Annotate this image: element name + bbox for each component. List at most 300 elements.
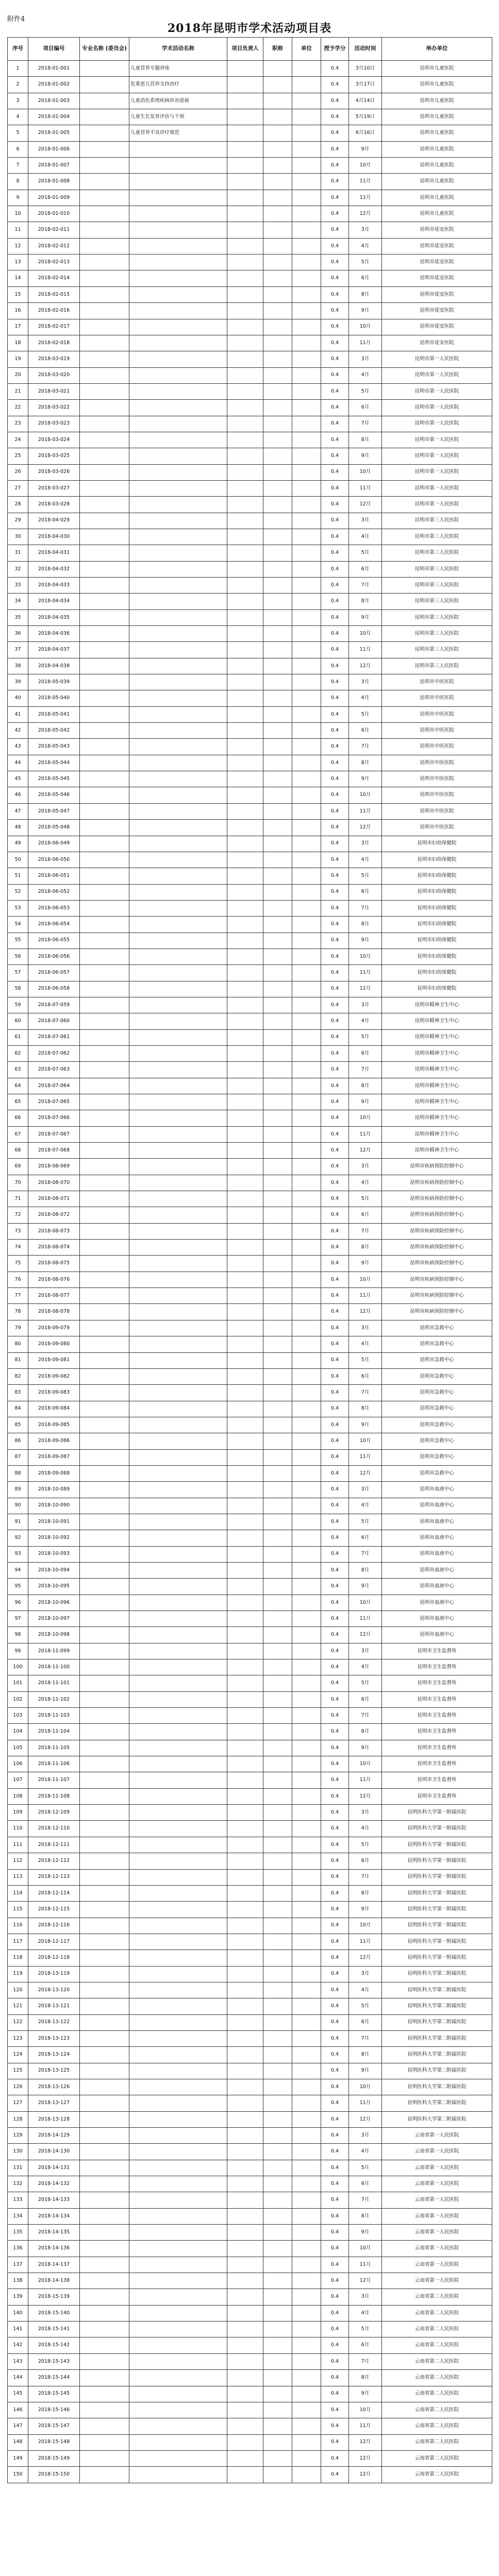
cell-title [263, 141, 292, 157]
cell-host: 云南省第一人民医院 [382, 2176, 492, 2192]
cell-code: 2018-03-022 [28, 400, 80, 416]
cell-credit: 0.4 [321, 1240, 349, 1256]
cell-title [263, 1094, 292, 1110]
cell-credit: 0.4 [321, 803, 349, 819]
cell-unit [292, 1256, 321, 1272]
cell-activity [129, 2402, 227, 2418]
cell-title [263, 1643, 292, 1659]
cell-activity [129, 1417, 227, 1433]
cell-activity [129, 497, 227, 513]
cell-credit: 0.4 [321, 2014, 349, 2030]
cell-code: 2018-10-093 [28, 1546, 80, 1562]
cell-host: 云南省第一人民医院 [382, 2225, 492, 2241]
cell-credit: 0.4 [321, 626, 349, 642]
cell-seq: 134 [8, 2208, 28, 2224]
cell-seq: 98 [8, 1627, 28, 1643]
cell-title [263, 367, 292, 383]
cell-specialty [80, 1191, 129, 1207]
cell-unit [292, 480, 321, 496]
table-row [8, 2079, 492, 2095]
cell-specialty [80, 2434, 129, 2450]
cell-title [263, 1627, 292, 1643]
cell-host: 昆明市精神卫生中心 [382, 1045, 492, 1061]
cell-credit: 0.4 [321, 1304, 349, 1320]
cell-seq: 122 [8, 2014, 28, 2030]
cell-specialty [80, 1708, 129, 1724]
table-row [8, 222, 492, 238]
cell-host: 昆明医科大学第一附属医院 [382, 1805, 492, 1821]
cell-unit [292, 561, 321, 577]
cell-credit: 0.4 [321, 2305, 349, 2321]
cell-leader [227, 1465, 263, 1481]
cell-date: 7月 [349, 578, 382, 594]
cell-code: 2018-04-031 [28, 545, 80, 561]
cell-leader [227, 2063, 263, 2079]
cell-activity [129, 1966, 227, 1982]
cell-activity: 危重患儿营养支持治疗 [129, 77, 227, 93]
page-title: 2018年昆明市学术活动项目表 [167, 22, 332, 35]
cell-title [263, 400, 292, 416]
cell-code: 2018-11-105 [28, 1740, 80, 1756]
table-row [8, 1756, 492, 1772]
cell-title [263, 1498, 292, 1514]
cell-activity [129, 2321, 227, 2337]
cell-leader [227, 1207, 263, 1223]
cell-code: 2018-10-091 [28, 1514, 80, 1530]
cell-unit [292, 642, 321, 658]
cell-unit [292, 303, 321, 319]
cell-leader [227, 1352, 263, 1368]
cell-code: 2018-07-065 [28, 1094, 80, 1110]
cell-date: 4月 [349, 1659, 382, 1675]
cell-title [263, 158, 292, 174]
table-row [8, 852, 492, 868]
cell-code: 2018-11-102 [28, 1691, 80, 1707]
cell-credit: 0.4 [321, 1272, 349, 1287]
cell-code: 2018-02-016 [28, 303, 80, 319]
cell-date: 12月 [349, 497, 382, 513]
cell-seq: 7 [8, 158, 28, 174]
cell-activity: 儿童营养专题讲座 [129, 61, 227, 77]
cell-credit: 0.4 [321, 1675, 349, 1691]
cell-code: 2018-07-068 [28, 1143, 80, 1159]
cell-specialty [80, 690, 129, 706]
cell-activity [129, 820, 227, 836]
cell-seq: 83 [8, 1385, 28, 1401]
cell-credit: 0.4 [321, 2434, 349, 2450]
cell-date: 10月 [349, 2079, 382, 2095]
cell-leader [227, 1934, 263, 1950]
cell-title [263, 2418, 292, 2434]
table-row [8, 1256, 492, 1272]
cell-activity [129, 2370, 227, 2386]
cell-date: 11月 [349, 174, 382, 190]
cell-host: 云南省第一人民医院 [382, 2273, 492, 2289]
table-row [8, 1708, 492, 1724]
cell-code: 2018-14-129 [28, 2128, 80, 2144]
cell-date: 8月 [349, 1078, 382, 1094]
cell-code: 2018-13-120 [28, 1982, 80, 1998]
cell-specialty [80, 1821, 129, 1837]
cell-host: 昆明市精神卫生中心 [382, 1143, 492, 1159]
cell-leader [227, 2337, 263, 2353]
cell-seq: 42 [8, 723, 28, 739]
cell-code: 2018-07-060 [28, 1013, 80, 1029]
cell-host: 昆明市急救中心 [382, 1417, 492, 1433]
cell-credit: 0.4 [321, 270, 349, 286]
table-row [8, 2434, 492, 2450]
cell-unit [292, 1659, 321, 1675]
table-row [8, 351, 492, 367]
table-row [8, 1045, 492, 1061]
cell-title [263, 448, 292, 464]
cell-seq: 105 [8, 1740, 28, 1756]
cell-unit [292, 1191, 321, 1207]
cell-seq: 81 [8, 1352, 28, 1368]
cell-code: 2018-07-066 [28, 1110, 80, 1126]
cell-activity [129, 1627, 227, 1643]
cell-code: 2018-09-082 [28, 1368, 80, 1384]
header-seq: 序号 [8, 38, 28, 61]
cell-host: 昆明市卫生监督所 [382, 1675, 492, 1691]
table-row [8, 2386, 492, 2402]
cell-code: 2018-01-008 [28, 174, 80, 190]
cell-credit: 0.4 [321, 1724, 349, 1740]
cell-leader [227, 965, 263, 981]
cell-code: 2018-11-108 [28, 1788, 80, 1804]
cell-specialty [80, 1627, 129, 1643]
cell-unit [292, 2030, 321, 2046]
cell-specialty [80, 480, 129, 496]
cell-seq: 3 [8, 93, 28, 109]
cell-host: 昆明医科大学第二附属医院 [382, 2111, 492, 2127]
cell-seq: 89 [8, 1482, 28, 1498]
cell-activity [129, 270, 227, 286]
cell-leader [227, 2095, 263, 2111]
cell-leader [227, 594, 263, 609]
cell-credit: 0.4 [321, 1029, 349, 1045]
cell-credit: 0.4 [321, 1966, 349, 1982]
header-host: 举办单位 [382, 38, 492, 61]
cell-leader [227, 2192, 263, 2208]
cell-credit: 0.4 [321, 1821, 349, 1837]
table-row [8, 1530, 492, 1546]
cell-specialty [80, 1998, 129, 2014]
cell-host: 昆明医科大学第二附属医院 [382, 2079, 492, 2095]
cell-date: 12月 [349, 658, 382, 674]
cell-unit [292, 513, 321, 529]
cell-activity [129, 1643, 227, 1659]
cell-title [263, 933, 292, 948]
header-specialty: 专业名称 (委员会) [80, 38, 129, 61]
cell-unit [292, 351, 321, 367]
cell-credit: 0.4 [321, 1740, 349, 1756]
table-row [8, 1853, 492, 1869]
cell-code: 2018-09-081 [28, 1352, 80, 1368]
cell-credit: 0.4 [321, 2128, 349, 2144]
cell-title [263, 1320, 292, 1336]
cell-specialty [80, 1143, 129, 1159]
cell-specialty [80, 303, 129, 319]
cell-date: 8月 [349, 1562, 382, 1578]
cell-activity [129, 626, 227, 642]
cell-title [263, 1433, 292, 1449]
cell-activity [129, 706, 227, 722]
cell-seq: 5 [8, 125, 28, 141]
cell-credit: 0.4 [321, 1918, 349, 1934]
cell-title [263, 2353, 292, 2369]
cell-host: 昆明医科大学第一附属医院 [382, 1950, 492, 1966]
cell-credit: 0.4 [321, 1449, 349, 1465]
cell-code: 2018-15-142 [28, 2337, 80, 2353]
cell-title [263, 1772, 292, 1788]
table-row [8, 755, 492, 771]
table-row [8, 2128, 492, 2144]
table-row [8, 1562, 492, 1578]
cell-code: 2018-11-099 [28, 1643, 80, 1659]
cell-title [263, 1918, 292, 1934]
cell-activity [129, 2176, 227, 2192]
cell-activity [129, 1320, 227, 1336]
cell-title [263, 820, 292, 836]
cell-date: 5月 [349, 383, 382, 399]
cell-code: 2018-03-028 [28, 497, 80, 513]
cell-unit [292, 141, 321, 157]
cell-code: 2018-05-046 [28, 787, 80, 803]
table-row [8, 2241, 492, 2257]
cell-code: 2018-11-107 [28, 1772, 80, 1788]
cell-title [263, 238, 292, 254]
cell-credit: 0.4 [321, 578, 349, 594]
cell-title [263, 480, 292, 496]
cell-title [263, 965, 292, 981]
cell-host: 昆明市血液中心 [382, 1514, 492, 1530]
cell-leader [227, 464, 263, 480]
cell-host: 云南省第一人民医院 [382, 2208, 492, 2224]
cell-leader [227, 1498, 263, 1514]
cell-leader [227, 2047, 263, 2063]
table-row [8, 270, 492, 286]
cell-seq: 137 [8, 2257, 28, 2273]
cell-credit: 0.4 [321, 2418, 349, 2434]
cell-code: 2018-01-007 [28, 158, 80, 174]
cell-host: 昆明市妇幼保健院 [382, 868, 492, 884]
cell-specialty [80, 1772, 129, 1788]
cell-specialty [80, 868, 129, 884]
table-row [8, 2402, 492, 2418]
cell-date: 6月 [349, 1368, 382, 1384]
cell-host: 云南省第二人民医院 [382, 2434, 492, 2450]
table-row [8, 1772, 492, 1788]
cell-seq: 117 [8, 1934, 28, 1950]
cell-credit: 0.4 [321, 1320, 349, 1336]
cell-unit [292, 1724, 321, 1740]
cell-leader [227, 158, 263, 174]
cell-credit: 0.4 [321, 2030, 349, 2046]
cell-unit [292, 1821, 321, 1837]
cell-specialty [80, 2450, 129, 2466]
cell-activity [129, 771, 227, 787]
cell-leader [227, 1175, 263, 1191]
cell-unit [292, 1950, 321, 1966]
cell-host: 昆明市中医医院 [382, 787, 492, 803]
cell-host: 昆明市第三人民医院 [382, 513, 492, 529]
cell-leader [227, 836, 263, 852]
cell-activity [129, 739, 227, 755]
cell-host: 昆明市儿童医院 [382, 93, 492, 109]
cell-unit [292, 755, 321, 771]
cell-host: 昆明市第三人民医院 [382, 561, 492, 577]
cell-activity [129, 933, 227, 948]
cell-seq: 30 [8, 529, 28, 545]
cell-code: 2018-09-079 [28, 1320, 80, 1336]
cell-seq: 55 [8, 933, 28, 948]
cell-credit: 0.4 [321, 335, 349, 351]
cell-specialty [80, 448, 129, 464]
cell-specialty [80, 367, 129, 383]
cell-activity [129, 1159, 227, 1175]
cell-title [263, 1352, 292, 1368]
cell-seq: 125 [8, 2063, 28, 2079]
cell-title [263, 1029, 292, 1045]
cell-title [263, 1562, 292, 1578]
table-row [8, 2450, 492, 2466]
cell-activity [129, 1336, 227, 1352]
cell-activity [129, 965, 227, 981]
cell-leader [227, 1821, 263, 1837]
cell-leader [227, 1045, 263, 1061]
cell-title [263, 1902, 292, 1918]
cell-seq: 10 [8, 206, 28, 222]
cell-leader [227, 1643, 263, 1659]
cell-seq: 57 [8, 965, 28, 981]
cell-activity [129, 1401, 227, 1417]
cell-activity [129, 1708, 227, 1724]
cell-leader [227, 755, 263, 771]
cell-host: 昆明市妇幼保健院 [382, 948, 492, 964]
cell-unit [292, 1385, 321, 1401]
cell-specialty [80, 803, 129, 819]
cell-date: 7月 [349, 416, 382, 432]
cell-code: 2018-14-136 [28, 2241, 80, 2257]
cell-leader [227, 981, 263, 997]
cell-seq: 16 [8, 303, 28, 319]
cell-code: 2018-06-049 [28, 836, 80, 852]
table-row [8, 1579, 492, 1595]
cell-unit [292, 1045, 321, 1061]
cell-leader [227, 351, 263, 367]
header-code: 项目编号 [28, 38, 80, 61]
table-row [8, 1950, 492, 1966]
cell-host: 昆明市延安医院 [382, 270, 492, 286]
cell-unit [292, 626, 321, 642]
cell-credit: 0.4 [321, 787, 349, 803]
cell-date: 6月 [349, 1853, 382, 1869]
cell-credit: 0.4 [321, 2273, 349, 2289]
cell-leader [227, 1272, 263, 1287]
cell-credit: 0.4 [321, 1256, 349, 1272]
cell-leader [227, 1013, 263, 1029]
cell-code: 2018-12-115 [28, 1902, 80, 1918]
cell-title [263, 1223, 292, 1239]
cell-credit: 0.4 [321, 125, 349, 141]
cell-code: 2018-05-042 [28, 723, 80, 739]
cell-title [263, 206, 292, 222]
cell-host: 昆明医科大学第一附属医院 [382, 1885, 492, 1901]
cell-seq: 141 [8, 2321, 28, 2337]
cell-activity [129, 513, 227, 529]
cell-activity [129, 868, 227, 884]
cell-credit: 0.4 [321, 206, 349, 222]
cell-unit [292, 1740, 321, 1756]
cell-specialty [80, 900, 129, 916]
cell-date: 5月 [349, 1029, 382, 1045]
cell-leader [227, 1869, 263, 1885]
cell-specialty [80, 1611, 129, 1627]
cell-credit: 0.4 [321, 222, 349, 238]
cell-unit [292, 1579, 321, 1595]
cell-date: 3月 [349, 2128, 382, 2144]
cell-credit: 0.4 [321, 1788, 349, 1804]
cell-leader [227, 2111, 263, 2127]
cell-activity [129, 141, 227, 157]
cell-unit [292, 222, 321, 238]
cell-code: 2018-15-143 [28, 2353, 80, 2369]
cell-credit: 0.4 [321, 1352, 349, 1368]
cell-title [263, 335, 292, 351]
cell-code: 2018-04-035 [28, 609, 80, 625]
cell-leader [227, 1885, 263, 1901]
cell-code: 2018-05-045 [28, 771, 80, 787]
table-row [8, 594, 492, 609]
cell-code: 2018-14-132 [28, 2176, 80, 2192]
cell-unit [292, 174, 321, 190]
cell-date: 9月 [349, 141, 382, 157]
cell-date: 10月 [349, 1272, 382, 1287]
table-row [8, 1417, 492, 1433]
cell-code: 2018-05-040 [28, 690, 80, 706]
cell-credit: 0.4 [321, 1643, 349, 1659]
cell-specialty [80, 1950, 129, 1966]
table-row [8, 690, 492, 706]
cell-host: 昆明医科大学第二附属医院 [382, 2030, 492, 2046]
cell-credit: 0.4 [321, 1175, 349, 1191]
cell-date: 3月 [349, 222, 382, 238]
cell-activity [129, 464, 227, 480]
cell-host: 昆明医科大学第二附属医院 [382, 1998, 492, 2014]
cell-code: 2018-12-117 [28, 1934, 80, 1950]
cell-unit [292, 1595, 321, 1611]
cell-date: 8月 [349, 917, 382, 933]
cell-leader [227, 868, 263, 884]
cell-title [263, 1821, 292, 1837]
cell-date: 9月 [349, 1417, 382, 1433]
table-row [8, 1401, 492, 1417]
cell-activity [129, 432, 227, 448]
cell-title [263, 868, 292, 884]
cell-seq: 50 [8, 852, 28, 868]
table-row [8, 1691, 492, 1707]
cell-activity [129, 561, 227, 577]
cell-specialty [80, 965, 129, 981]
cell-host: 昆明市第一人民医院 [382, 351, 492, 367]
cell-unit [292, 464, 321, 480]
cell-specialty [80, 2386, 129, 2402]
table-row [8, 2370, 492, 2386]
cell-specialty [80, 1740, 129, 1756]
table-row [8, 1078, 492, 1094]
cell-title [263, 2321, 292, 2337]
